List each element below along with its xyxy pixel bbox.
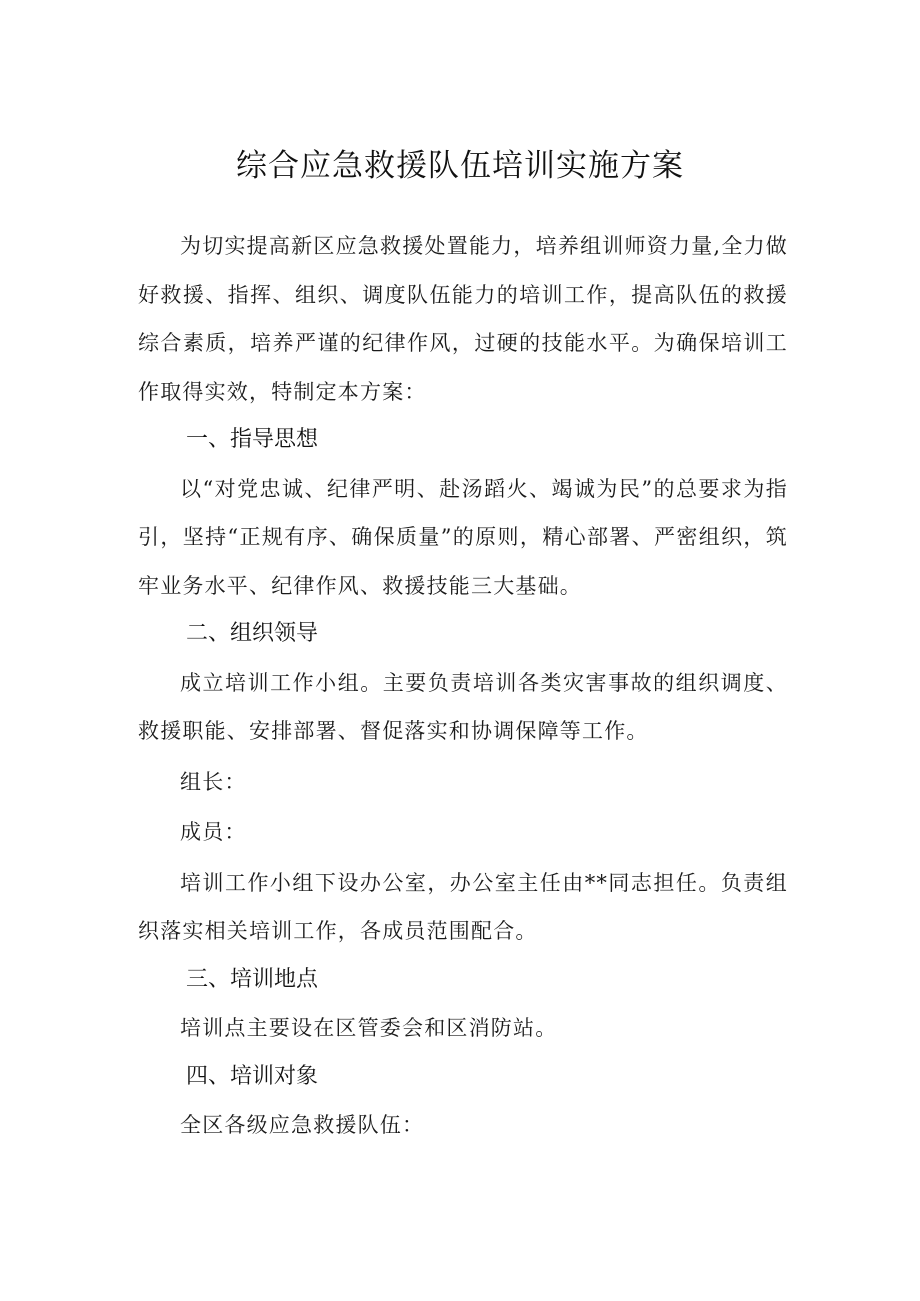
section-2-office-paragraph: 培训工作小组下设办公室，办公室主任由**同志担任。负责组织落实相关培训工作，各成员范围配合。 (138, 870, 788, 943)
section-3-paragraph: 培训点主要设在区管委会和区消防站。 (180, 1016, 558, 1040)
intro-paragraph: 为切实提高新区应急救援处置能力，培养组训师资力量,全力做好救援、指挥、组织、调度队伍能力的培训工作，提高队伍的救援综合素质，培养严谨的纪律作风，过硬的技能水平。为确保培训工作取得实效，特制定本方案： (138, 234, 788, 404)
section-heading-guiding-ideology: 一、指导思想 (186, 427, 319, 452)
section-2-leader-line: 组长： (180, 769, 247, 794)
section-heading-training-location: 三、培训地点 (186, 966, 319, 992)
section-2-paragraph: 成立培训工作小组。主要负责培训各类灾害事故的组织调度、救援职能、安排部署、督促落实和协调保障等工作。 (138, 670, 788, 743)
section-1-paragraph: 以“对党忠诚、纪律严明、赴汤蹈火、竭诚为民”的总要求为指引，坚持“正规有序、确保质量”的原则，精心部署、严密组织，筑牢业务水平、纪律作风、救援技能三大基础。 (138, 476, 788, 598)
section-2-members-line: 成员： (180, 820, 247, 844)
section-4-paragraph: 全区各级应急救援队伍： (180, 1113, 425, 1137)
section-heading-organization: 二、组织领导 (186, 621, 319, 646)
section-heading-training-targets: 四、培训对象 (186, 1063, 319, 1089)
document-title: 综合应急救援队伍培训实施方案 (236, 148, 684, 184)
document-body (138, 222, 788, 1150)
